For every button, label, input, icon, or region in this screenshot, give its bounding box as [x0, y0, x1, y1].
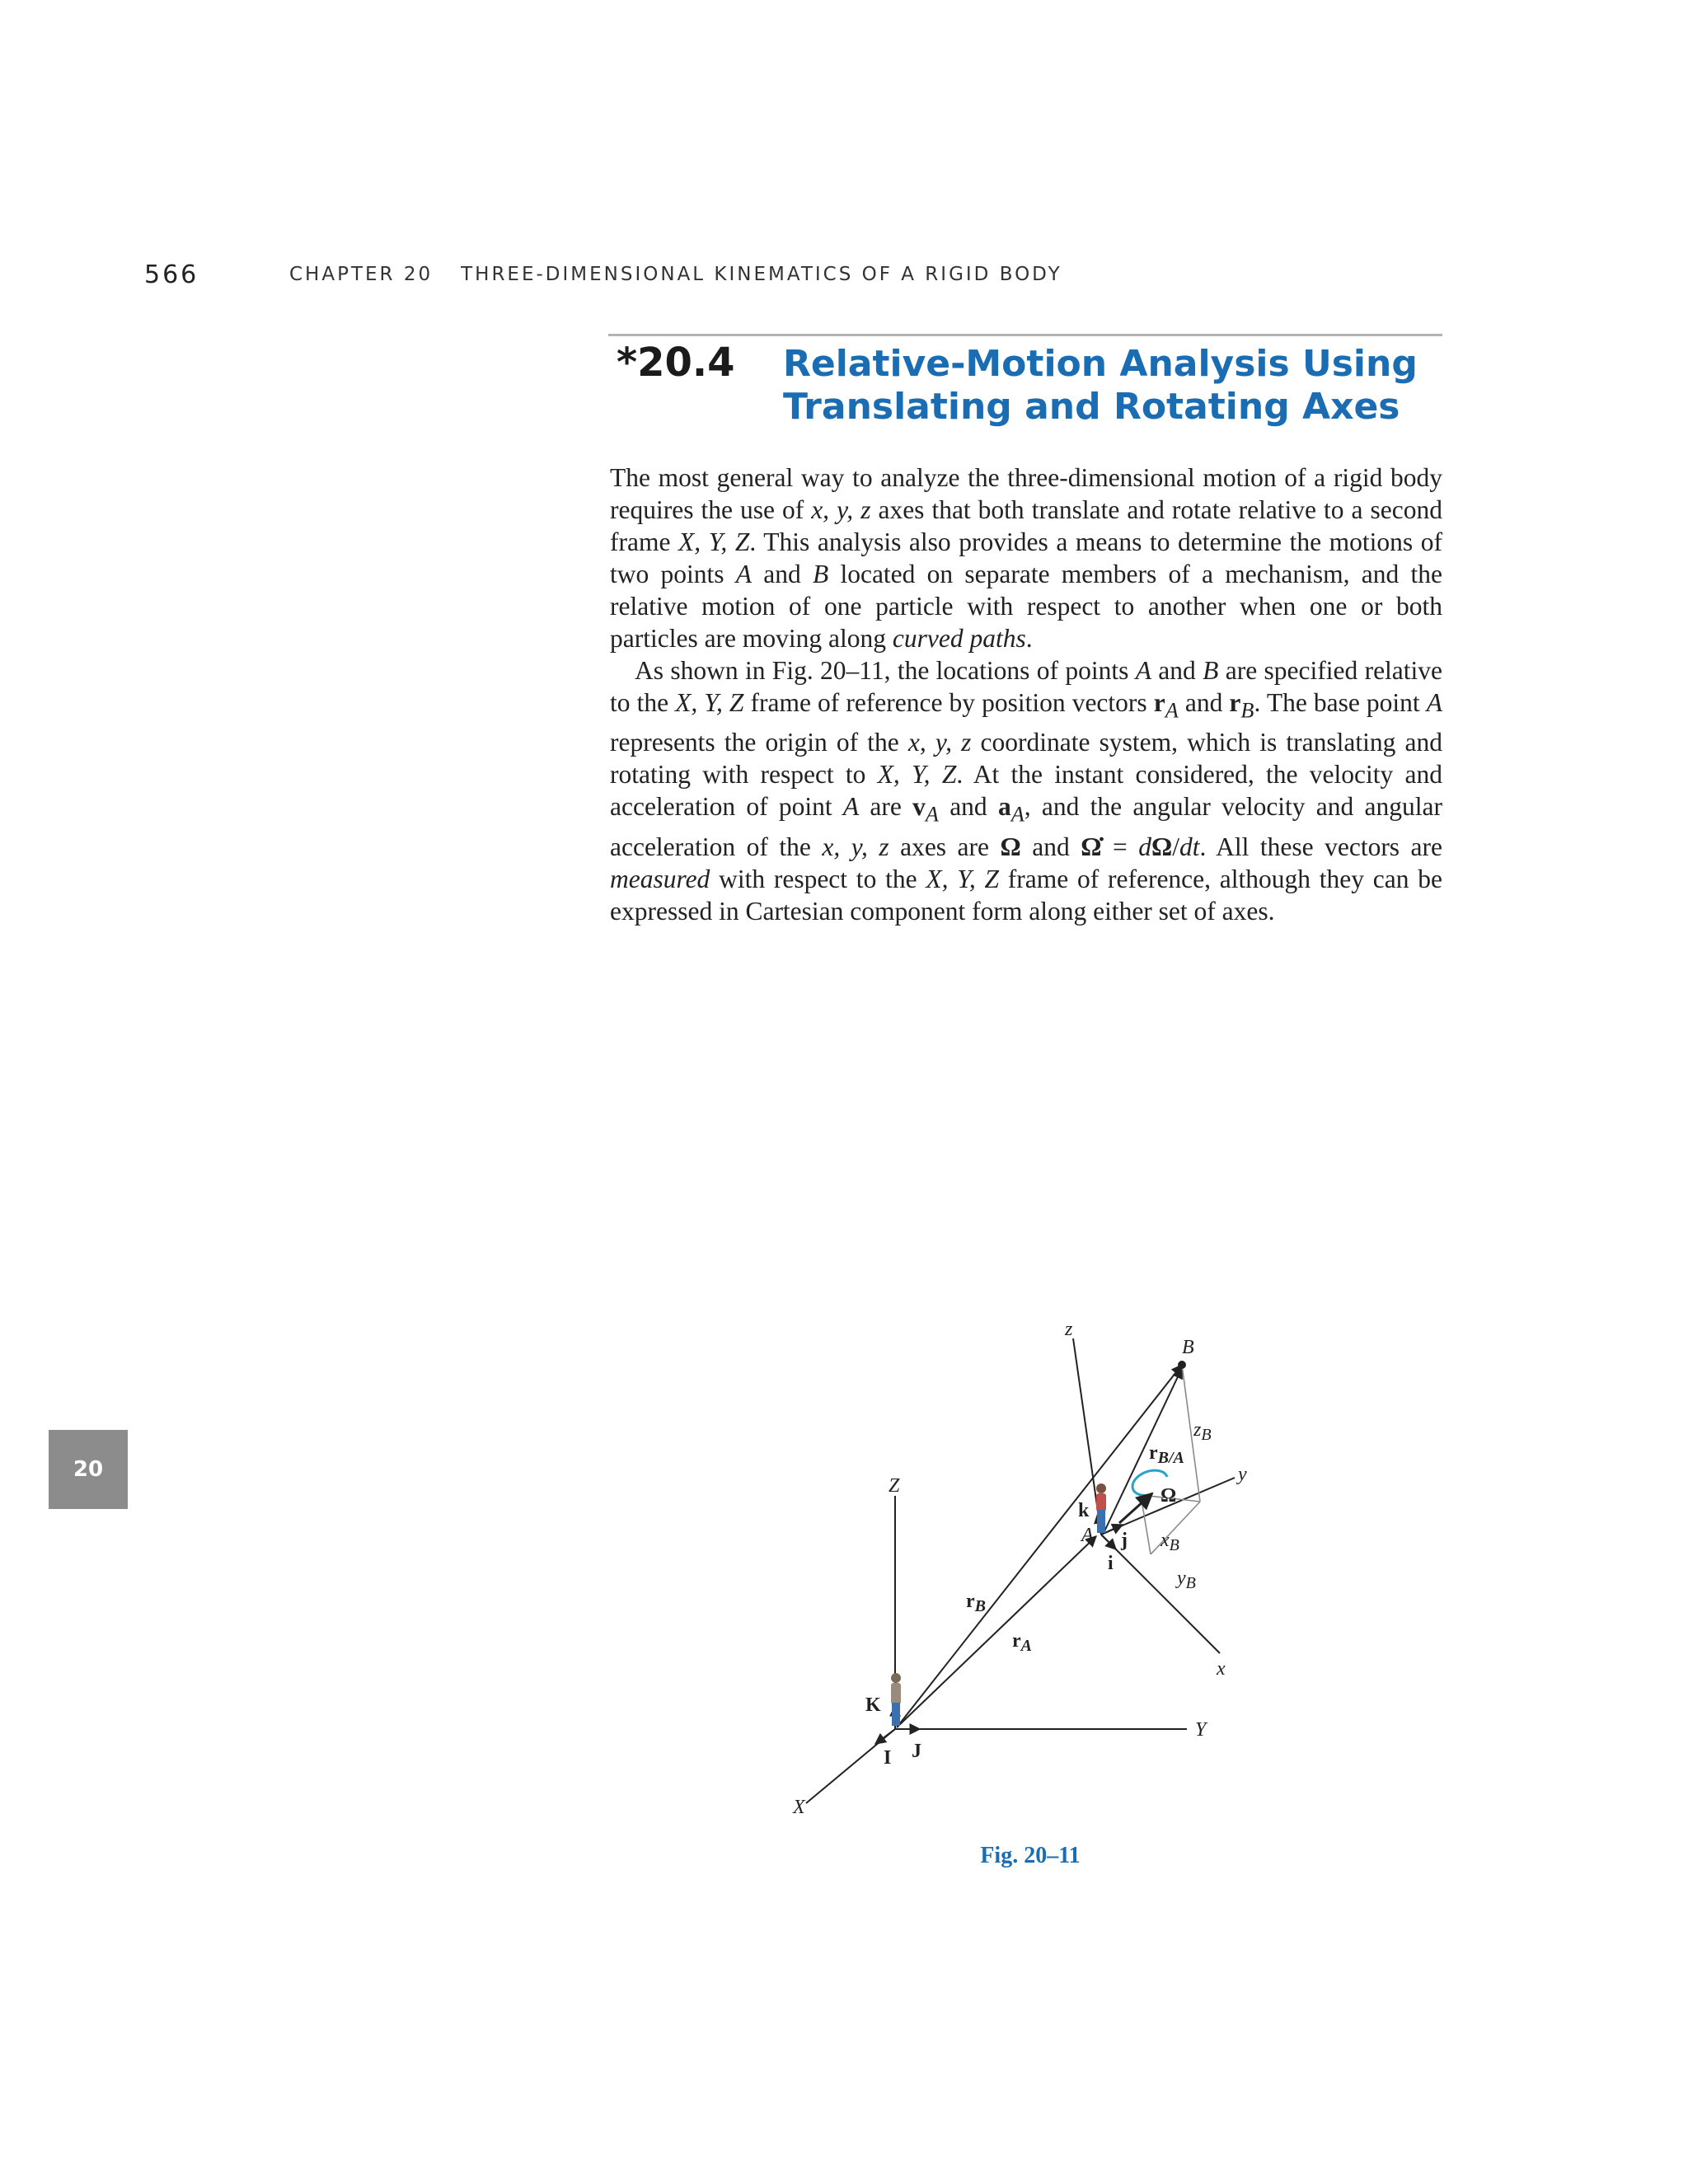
label-zB: $z_B$ — [1193, 1419, 1212, 1444]
label-x: x — [1217, 1658, 1226, 1680]
label-y: y — [1238, 1464, 1247, 1485]
paragraph-2: As shown in Fig. 20–11, the locations of points A and B are specified relative to the X, Y, Z frame of reference by position vectors $r_A$ and $r_B$. The base point A represents the origin of the x, y, z coordinate system, which is translating and rotating with respect to X, Y, Z. At the instant considered, the velocity and acceleration of point A are $v_A$ and $a_A$, and the angular velocity and angular acceleration of the x, y, z axes are Ω and Ω̇ = dΩ/dt. All these vectors are measured with respect to the X, Y, Z frame of reference, although they can be expressed in Cartesian component form along either set of axes. — [610, 656, 1443, 926]
body-text — [610, 462, 1442, 927]
label-Y: Y — [1195, 1719, 1207, 1741]
label-j: j — [1121, 1530, 1128, 1551]
label-rA: $r_A$ — [1012, 1630, 1032, 1655]
kinematics-diagram — [775, 1319, 1286, 1830]
page-number: 566 — [144, 260, 199, 289]
section-rule — [608, 334, 1442, 336]
label-Z: Z — [889, 1475, 900, 1497]
label-omega: Ω — [1160, 1485, 1177, 1507]
running-head — [289, 264, 1062, 285]
chapter-thumb-tab: 20 — [49, 1430, 128, 1509]
label-i: i — [1108, 1553, 1114, 1574]
section-title — [783, 343, 1442, 429]
label-X: X — [793, 1797, 805, 1818]
vector-rA — [897, 1536, 1096, 1727]
unit-vector-i — [1101, 1535, 1116, 1549]
chapter-title: THREE-DIMENSIONAL KINEMATICS OF A RIGID BODY — [461, 264, 1062, 285]
section-number: *20.4 — [617, 340, 735, 386]
point-B — [1178, 1361, 1186, 1369]
label-xB: $x_B$ — [1160, 1530, 1179, 1554]
omega-vector — [1119, 1493, 1152, 1523]
person-origin — [891, 1673, 901, 1726]
section-title-line-1: Relative-Motion Analysis Using — [783, 343, 1418, 385]
label-rBA: $r_{B/A}$ — [1149, 1442, 1184, 1467]
section-title-line-2: Translating and Rotating Axes — [783, 386, 1400, 428]
label-B: B — [1182, 1337, 1194, 1358]
label-z: z — [1065, 1319, 1073, 1340]
X-axis — [806, 1729, 895, 1803]
label-K: K — [865, 1694, 881, 1716]
x-axis — [1101, 1535, 1220, 1653]
unit-vector-I — [875, 1729, 895, 1744]
paragraph-1: The most general way to analyze the three-dimensional motion of a rigid body requires the use of x, y, z axes that both translate and rotate relative to a second frame X, Y, Z. This analysis also provides a means to determine the motions of two points A and B located on separate members of a mechanism, and the relative motion of one particle with respect to another when one or both particles are moving along curved paths. — [610, 463, 1443, 653]
vector-rB — [897, 1365, 1182, 1727]
label-I: I — [884, 1747, 892, 1769]
label-yB: $y_B$ — [1177, 1568, 1196, 1592]
label-k: k — [1078, 1500, 1090, 1521]
chapter-label: CHAPTER 20 — [289, 264, 434, 285]
label-rB: $r_B$ — [966, 1591, 986, 1615]
label-A: A — [1081, 1525, 1094, 1546]
figure-20-11 — [775, 1319, 1286, 1830]
figure-caption: Fig. 20–11 — [980, 1843, 1081, 1868]
label-J: J — [912, 1741, 921, 1762]
person-point-A — [1096, 1483, 1106, 1533]
